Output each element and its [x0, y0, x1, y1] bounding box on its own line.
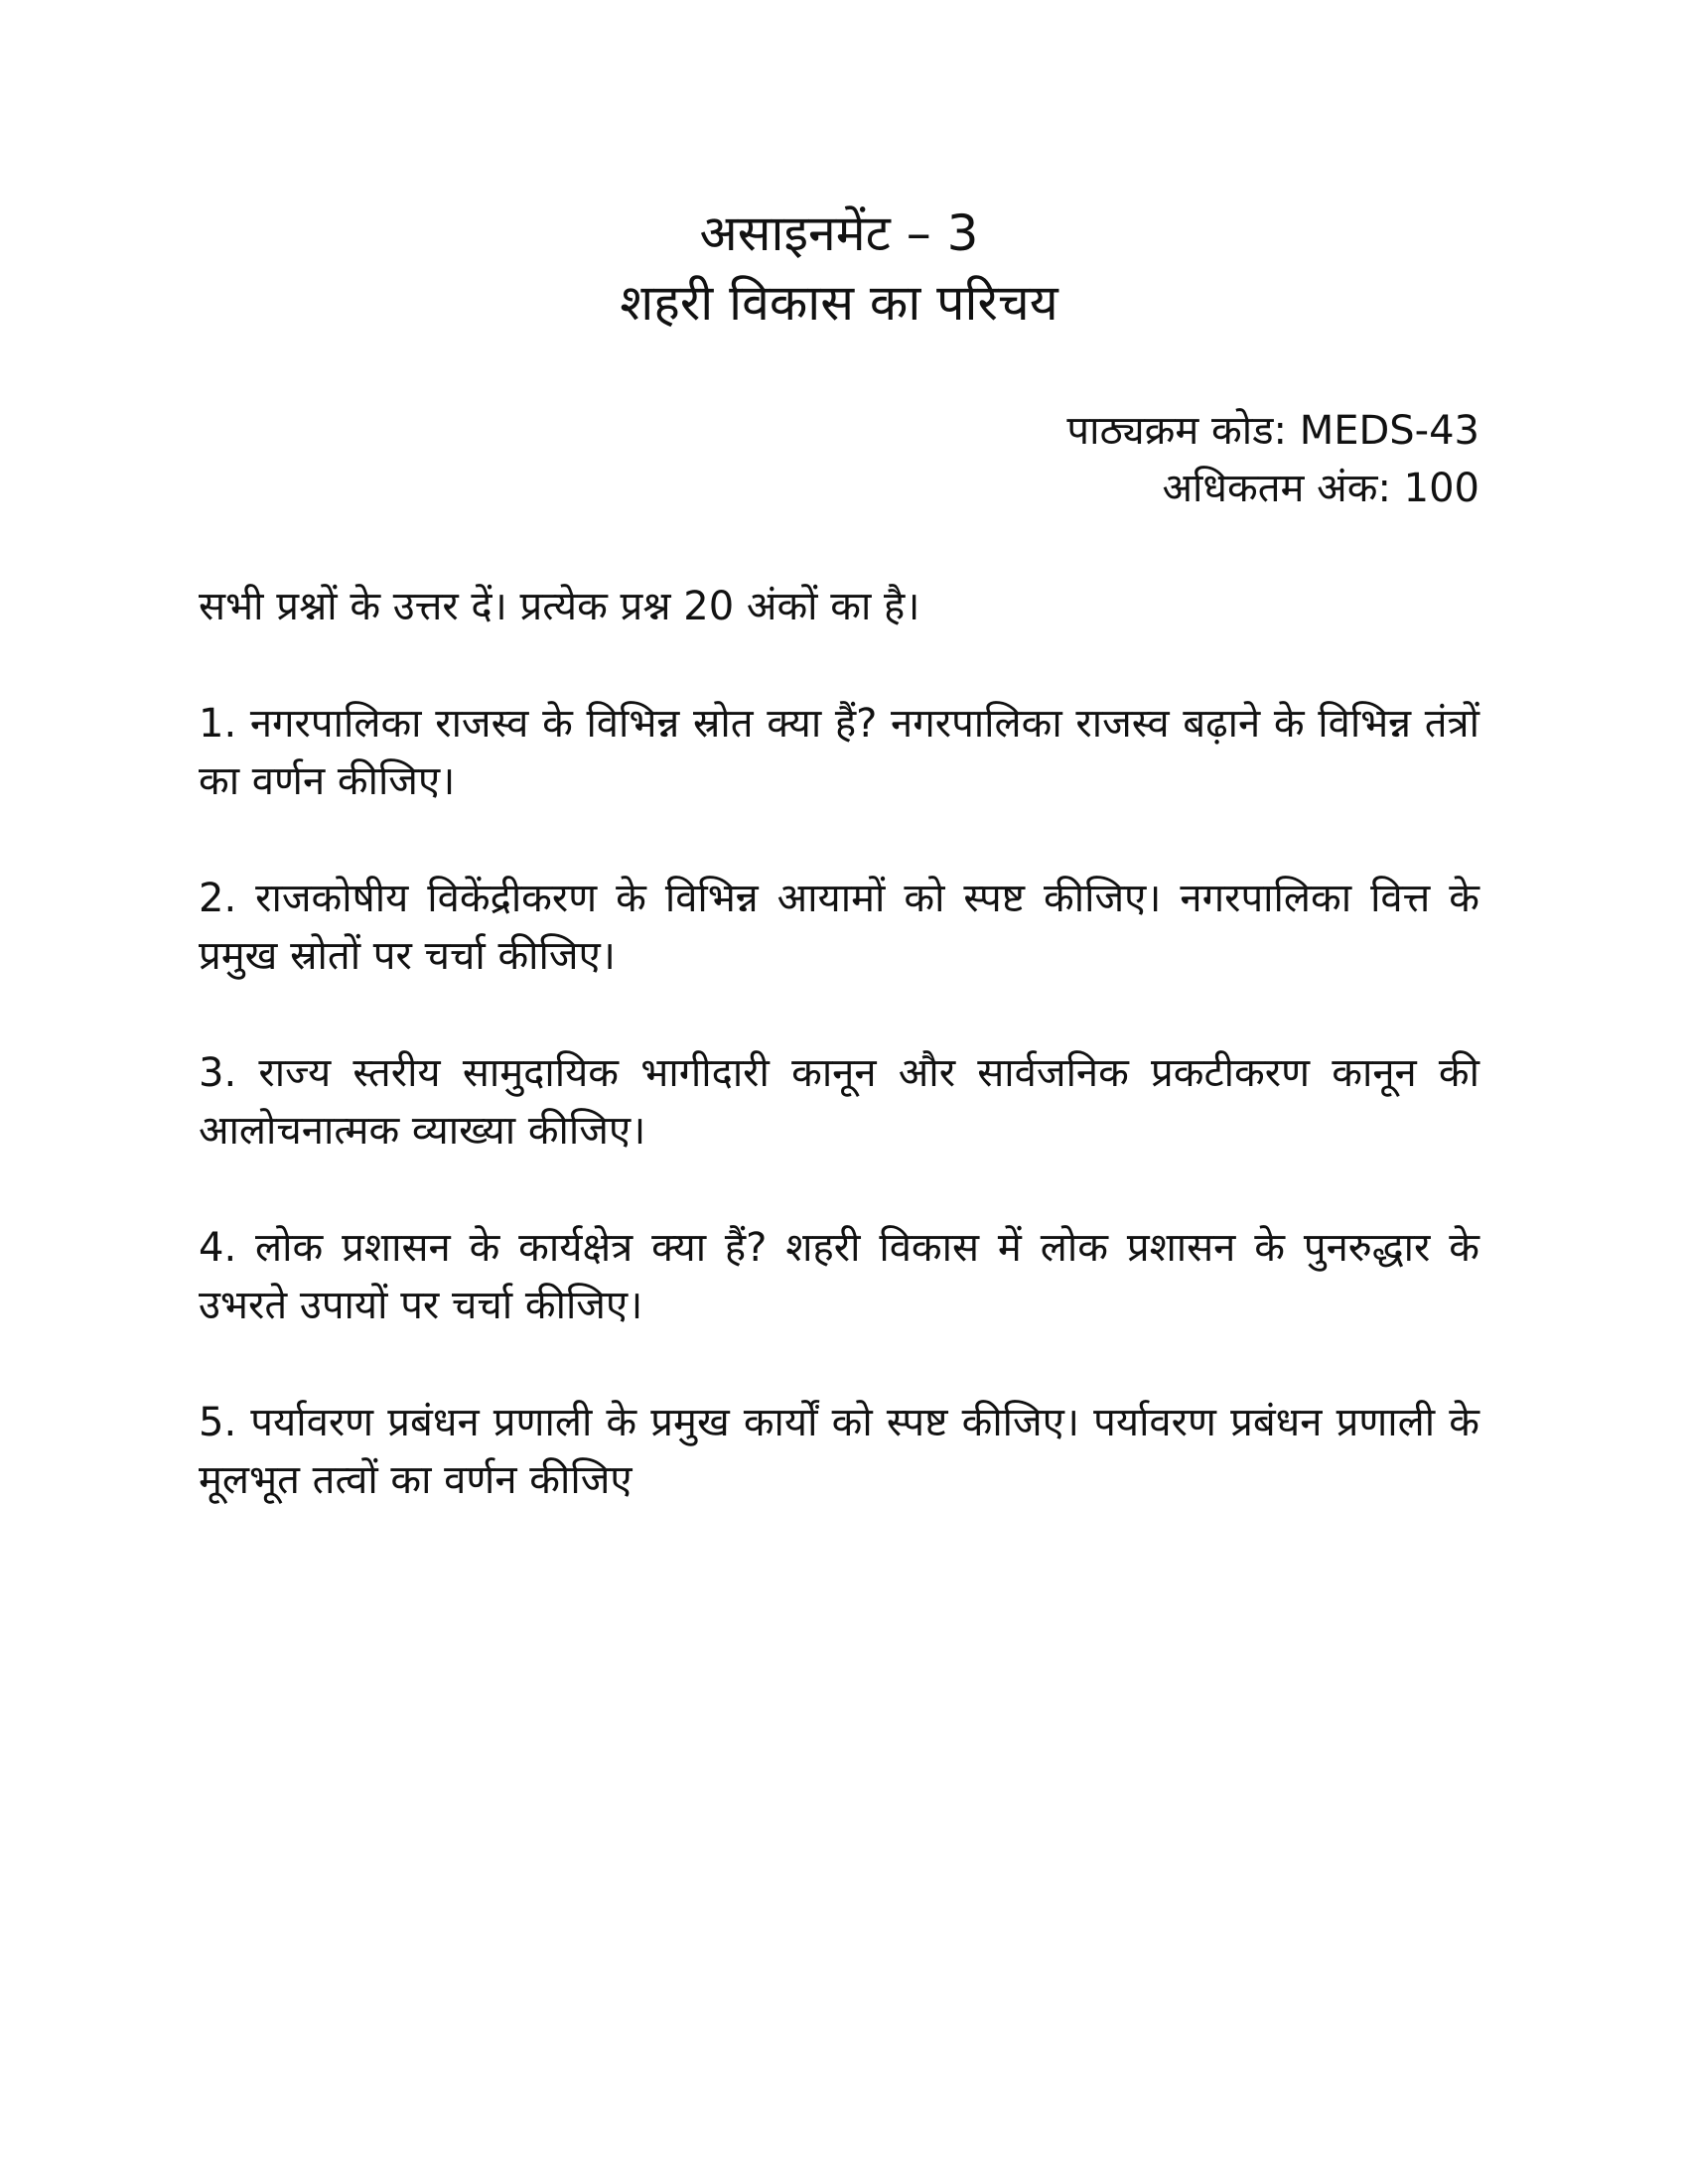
course-meta — [1066, 402, 1479, 517]
question-4: 4. लोक प्रशासन के कार्यक्षेत्र क्या हैं? शहरी विकास में लोक प्रशासन के पुनरुद्धार के उभरते उपायों पर चर्चा कीजिए। — [199, 1225, 1479, 1328]
question-5: 5. पर्यावरण प्रबंधन प्रणाली के प्रमुख कार्यों को स्पष्ट कीजिए। पर्यावरण प्रबंधन प्रणाली के मूलभूत तत्वों का वर्णन कीजिए — [199, 1400, 1479, 1503]
document-page — [199, 0, 1479, 2184]
course-code: पाठ्यक्रम कोड: MEDS-43 — [1066, 408, 1479, 454]
course-subtitle: शहरी विकास का परिचय — [620, 274, 1058, 332]
question-2: 2. राजकोषीय विकेंद्रीकरण के विभिन्न आयामों को स्पष्ट कीजिए। नगरपालिका वित्त के प्रमुख स्रोतों पर चर्चा कीजिए। — [199, 876, 1479, 979]
max-marks: अधिकतम अंक: 100 — [1162, 466, 1479, 511]
question-1: 1. नगरपालिका राजस्व के विभिन्न स्रोत क्या हैं? नगरपालिका राजस्व बढ़ाने के विभिन्न तंत्रों का वर्णन कीजिए। — [199, 701, 1479, 804]
instructions: सभी प्रश्नों के उत्तर दें। प्रत्येक प्रश्न 20 अंकों का है। — [199, 584, 920, 629]
question-list — [199, 695, 1479, 1569]
assignment-title: असाइनमेंट – 3 — [699, 205, 979, 262]
question-3: 3. राज्य स्तरीय सामुदायिक भागीदारी कानून और सार्वजनिक प्रकटीकरण कानून की आलोचनात्मक व्याख्या कीजिए। — [199, 1050, 1479, 1154]
title-block — [199, 199, 1479, 338]
